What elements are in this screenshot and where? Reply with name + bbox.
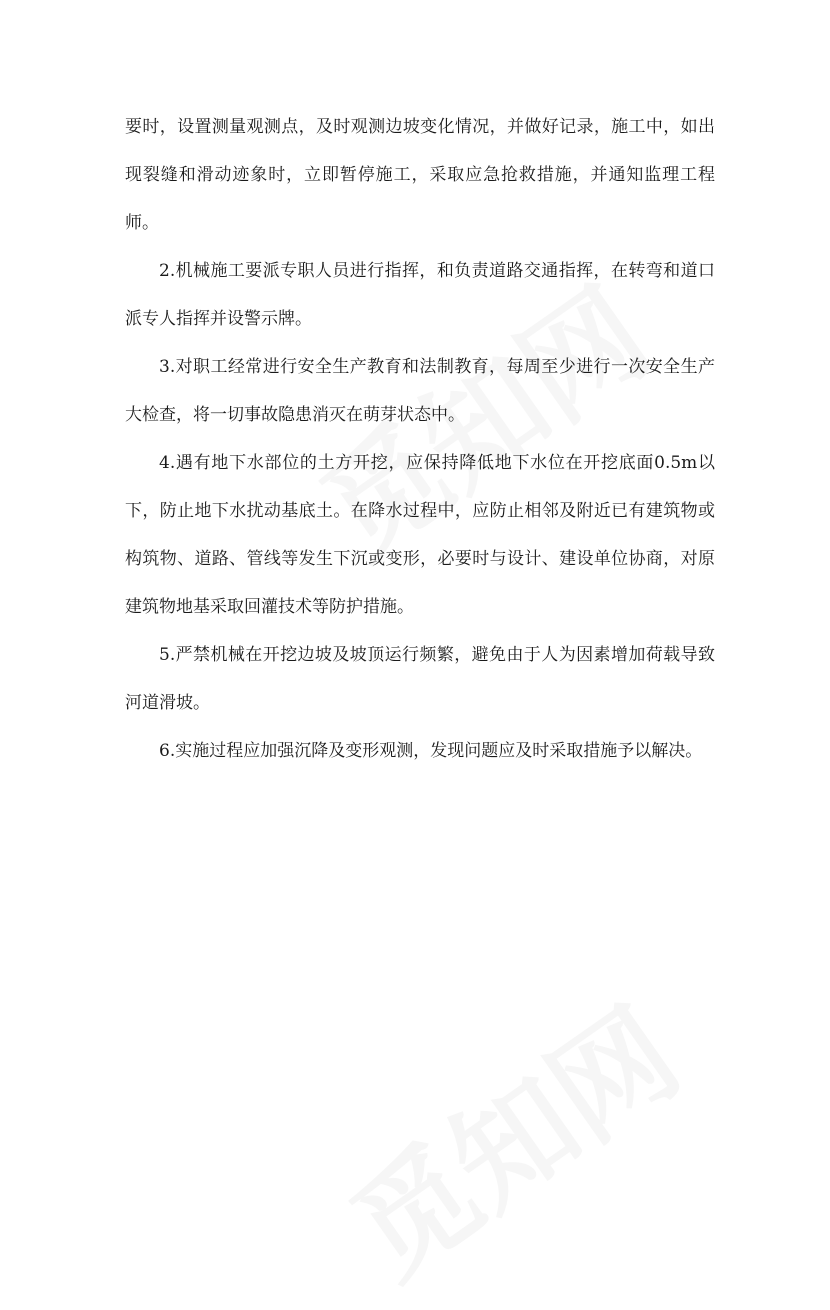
paragraph-continuation: 要时，设置测量观测点，及时观测边坡变化情况，并做好记录，施工中，如出现裂缝和滑动迹象时，立即暂停施工，采取应急抢救措施，并通知监理工程师。 xyxy=(125,117,715,233)
watermark xyxy=(313,962,707,1309)
paragraph-item-4: 4.遇有地下水部位的土方开挖，应保持降低地下水位在开挖底面0.5m以下，防止地下水扰动基底土。在降水过程中，应防止相邻及附近已有建筑物或构筑物、道路、管线等发生下沉或变形，必要时与设计、建设单位协商，对原建筑物地基采取回灌技术等防护措施。 xyxy=(125,453,715,617)
paragraph-item-3: 3.对职工经常进行安全生产教育和法制教育，每周至少进行一次安全生产大检查，将一切事故隐患消灭在萌芽状态中。 xyxy=(125,357,715,425)
document-body xyxy=(125,103,715,775)
paragraph-item-6: 6.实施过程应加强沉降及变形观测，发现问题应及时采取措施予以解决。 xyxy=(159,741,703,761)
paragraph-item-2: 2.机械施工要派专职人员进行指挥，和负责道路交通指挥，在转弯和道口派专人指挥并设警示牌。 xyxy=(125,261,715,329)
paragraph-item-5: 5.严禁机械在开挖边坡及坡顶运行频繁，避免由于人为因素增加荷载导致河道滑坡。 xyxy=(125,645,715,713)
